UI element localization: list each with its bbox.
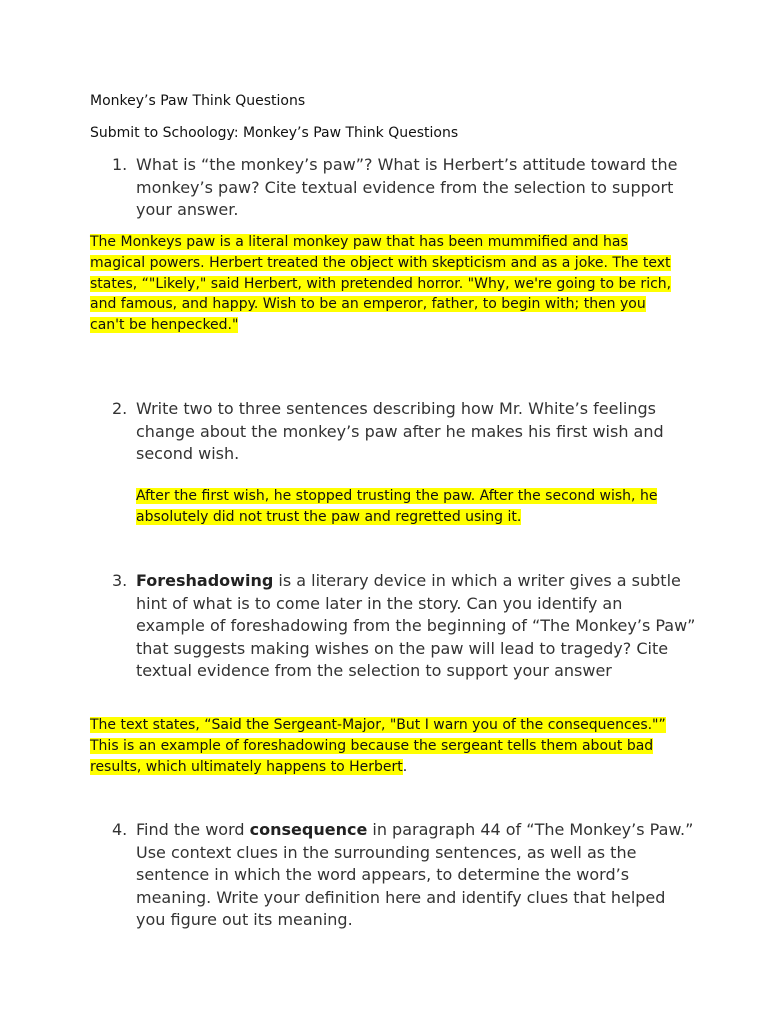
question-text: What is “the monkey’s paw”? What is Herbert’s attitude toward the monkey’s paw? Cite textual evidence from the selection to support your answer. bbox=[136, 155, 678, 219]
question-text-lead: Find the word bbox=[136, 820, 250, 839]
document-title: Monkey’s Paw Think Questions bbox=[90, 93, 306, 109]
question-text: Write two to three sentences describing how Mr. White’s feelings change about the monkey’s paw after he makes his first wish and second wish. bbox=[136, 399, 664, 463]
question-number: 1. bbox=[112, 155, 128, 174]
question-3 bbox=[112, 570, 696, 683]
answer-text: The text states, “Said the Sergeant-Major, "But I warn you of the consequences."” This is an example of foreshadowing because the sergeant tells them about bad results, which ultimately happens to Herbert bbox=[90, 717, 666, 775]
answer-period: . bbox=[402, 758, 408, 775]
question-4 bbox=[112, 819, 696, 932]
question-1 bbox=[112, 154, 696, 222]
question-number: 3. bbox=[112, 571, 128, 590]
question-number: 4. bbox=[112, 820, 128, 839]
question-term: Foreshadowing bbox=[136, 571, 274, 590]
question-term: consequence bbox=[249, 820, 368, 839]
question-number: 2. bbox=[112, 399, 128, 418]
question-text: is a literary device in which a writer gives a subtle hint of what is to come later in the story. Can you identify an example of foreshadowing from the beginning of “The Monkey’s Paw” that suggests making wishes on the paw will lead to tragedy? Cite textual evidence from the selection to support your answer bbox=[136, 571, 696, 680]
answer-1 bbox=[90, 232, 680, 336]
question-2 bbox=[112, 398, 696, 466]
question-text: in paragraph 44 of “The Monkey’s Paw.” Use context clues in the surrounding sentences, as well as the sentence in which the word appears, to determine the word’s meaning. Write your definition here and identify clues that helped you figure out its meaning. bbox=[136, 820, 694, 929]
document-subtitle: Submit to Schoology: Monkey’s Paw Think Questions bbox=[90, 125, 459, 141]
answer-3 bbox=[90, 715, 680, 777]
answer-text: After the first wish, he stopped trusting the paw. After the second wish, he absolutely did not trust the paw and regretted using it. bbox=[136, 488, 658, 525]
answer-2 bbox=[136, 486, 696, 528]
answer-text: The Monkeys paw is a literal monkey paw that has been mummified and has magical powers. Herbert treated the object with skepticism and as a joke. The text states, “"Likely," said Herbert, with pretended horror. "Why, we're going to be rich, and famous, and happy. Wish to be an emperor, father, to begin with; then you can't be henpecked." bbox=[90, 234, 672, 334]
